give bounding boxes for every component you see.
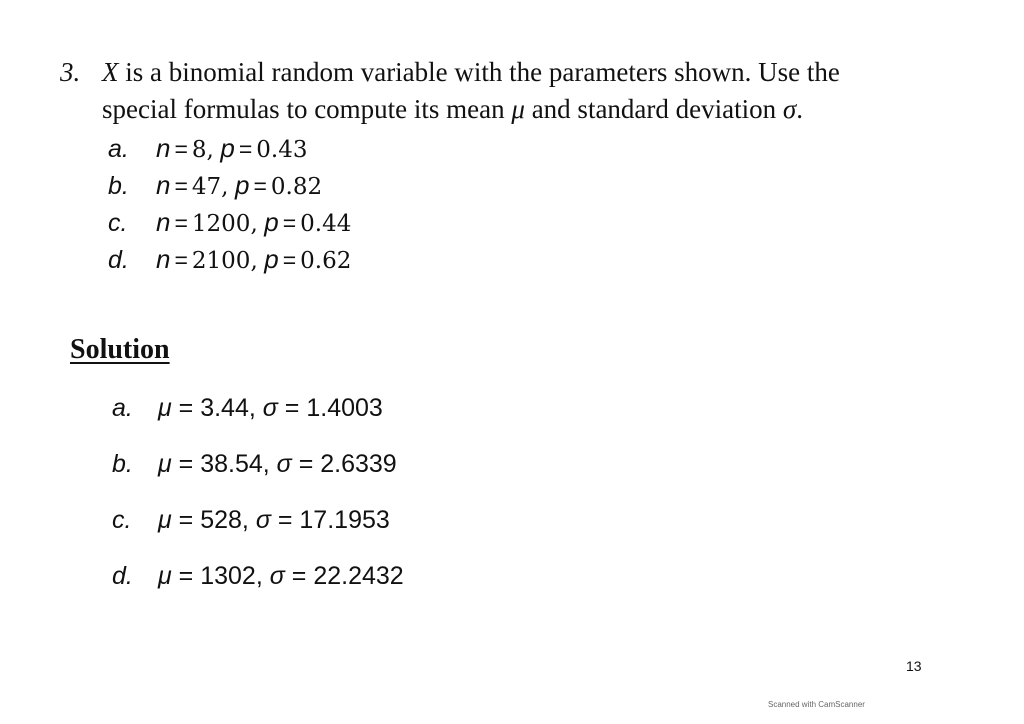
question-text-line2-mid: and standard deviation [524,94,783,124]
sigma-symbol: σ [276,450,292,478]
n-symbol: n [156,170,171,200]
answer-label: a. [112,394,133,422]
equals-sign: = [282,210,297,236]
answer-d: d. μ = 1302, σ = 22.2432 [112,558,404,614]
sigma-value: 17.1953 [299,506,390,534]
question-part-b [108,167,351,204]
equals-sign: = [174,247,188,273]
solution-answers [112,390,404,614]
equals-sign: = [174,210,188,236]
p-value: 0.62 [300,248,352,274]
question-text-line1: is a binomial random variable with the parameters shown. Use the [125,57,840,87]
part-label: b. [108,172,129,200]
answer-a: a. μ = 3.44, σ = 1.4003 [112,390,404,446]
mu-value: 3.44 [200,394,249,422]
n-symbol: n [156,244,171,274]
p-symbol: p [264,207,279,237]
question-part-d [108,241,351,278]
p-symbol: p [220,133,235,163]
part-label: a. [108,135,129,163]
equals-sign: = [174,173,188,199]
mu-symbol: μ [511,94,525,124]
solution-heading: Solution [70,334,170,365]
question-line-1 [60,54,960,91]
sigma-symbol: σ [255,506,271,534]
mu-symbol: μ [158,450,172,478]
question-text-line2-pre: special formulas to compute its mean [102,94,512,124]
p-symbol: p [264,244,279,274]
p-value: 0.44 [300,211,352,237]
n-value: 1200, [191,211,258,237]
p-symbol: p [234,170,250,200]
answer-label: d. [112,562,133,590]
p-value: 0.43 [256,137,308,163]
variable-x: X [102,57,119,87]
question-text [60,54,960,128]
sigma-value: 22.2432 [313,562,404,590]
page-number: 13 [906,658,922,674]
n-value: 47, [191,174,229,200]
sigma-symbol: σ [782,94,797,124]
question-part-c [108,204,351,241]
equals-sign: = [238,136,253,162]
n-symbol: n [156,133,171,163]
answer-label: c. [112,506,132,534]
mu-value: 1302 [200,562,256,590]
question-part-a [108,130,351,167]
scanner-watermark: Scanned with CamScanner [768,700,865,709]
p-value: 0.82 [270,174,323,200]
mu-symbol: μ [158,562,172,590]
equals-sign: = [174,136,188,162]
answer-c: c. μ = 528, σ = 17.1953 [112,502,404,558]
part-label: d. [108,246,129,274]
n-symbol: n [156,207,171,237]
sigma-value: 1.4003 [306,394,383,422]
question-text-line2-end: . [796,94,803,124]
sigma-value: 2.6339 [320,450,397,478]
n-value: 8, [191,137,214,163]
question-number: 3. [60,57,81,87]
mu-symbol: μ [158,506,172,534]
sigma-symbol: σ [262,394,278,422]
n-value: 2100, [191,248,258,274]
equals-sign: = [282,247,297,273]
sigma-symbol: σ [269,562,285,590]
mu-value: 38.54 [200,450,263,478]
equals-sign: = [253,173,267,199]
answer-label: b. [112,450,133,478]
answer-b: b. μ = 38.54, σ = 2.6339 [112,446,404,502]
question-line-2 [60,91,960,128]
mu-value: 528 [200,506,242,534]
question-parts [108,130,351,278]
part-label: c. [108,209,128,237]
mu-symbol: μ [158,394,172,422]
